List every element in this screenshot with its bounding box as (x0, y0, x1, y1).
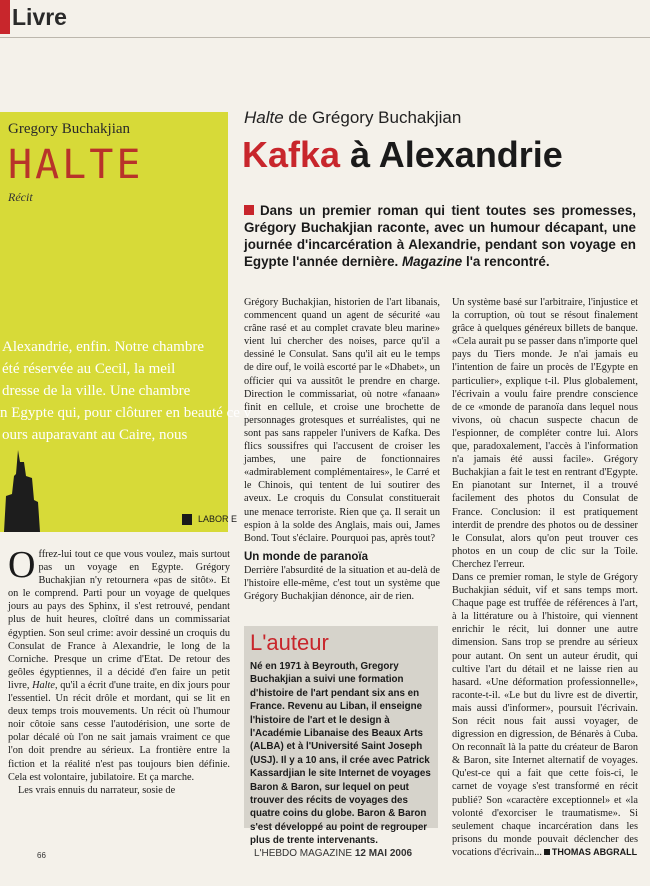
book-title-inline: Halte (32, 679, 55, 691)
section-tag (0, 0, 74, 34)
paragraph-text: ffrez-lui tout ce que vous voulez, mais surtout pas un voyage en Egypte. Grégory Buchakjian n'y retournera «pas de sitôt». Et on le comprend. Parti pour un voyage de quelques jours au pays des Sphinx, il s'est retrouvé, pendant plus de huit heures, cloîtré dans un commissariat égyptien. Son seul crime: avoir dessiné un croquis du Consulat de France à Alexandrie, le long de la Corniche. Presque un crime d'Etat. De retour des geôles égyptiennes, il a décidé d'en faire un petit livre, (8, 549, 230, 691)
paragraph (452, 571, 638, 859)
paragraph-text: , qu'il a écrit d'une traite, en dix jours pour l'essentiel. Un récit drôle et mordant, qui se lit en deux temps trois mouvements. Un récit où l'humour noir côtoie sans cesse l'autodérision, une sorte de polar décalé où l'on ne sait jamais vraiment ce que l'on doit prendre au sérieux. La frontière entre la fiction et la réalité n'est pas toujours bien définie. Cela est volontaire, jubilatoire. Et ça marche. (8, 679, 230, 783)
cover-genre: Récit (8, 190, 33, 204)
section-red-bar (0, 0, 10, 34)
article-headline (242, 134, 563, 176)
sidebar-body: Né en 1971 à Beyrouth, Gregory Buchakjian a suivi une formation d'histoire de l'art pendant six ans en France. Revenu au Liban, il enseigne l'histoire de l'art et le design à l'Académie Libanaise des Beaux Arts (ALBA) et à l'Université Saint Joseph (USJ). Il y a 10 ans, il crée avec Patrick Kassardjian le site Internet de voyages Baron & Baron, sur lequel on peut trouver des récits de voyages des quatre coins du globe. Baron & Baron s'est développé au point de regrouper plus de trente intervenants. (250, 661, 431, 847)
subheading: Un monde de paranoïa (244, 550, 368, 563)
paragraph (8, 544, 230, 784)
lead-text-end: l'a rencontré. (462, 254, 550, 269)
drop-cap: O (8, 544, 36, 586)
headline-rest: à Alexandrie (340, 134, 563, 175)
author-sidebar (244, 626, 438, 847)
signature: THOMAS ABGRALL (551, 846, 638, 857)
lead-text: Dans un premier roman qui tient toutes ses promesses, Grégory Buchakjian raconte, avec un humour décapant, une journée d'incarcération à Alexandrie, pendant son voyage en Egypte l'année dernière. (244, 203, 636, 269)
headline-red: Kafka (242, 134, 341, 175)
footer-magazine (254, 848, 412, 859)
lead-square-icon (244, 205, 254, 215)
cover-author: Gregory Buchakjian (8, 121, 131, 137)
cover-excerpt-line: n Egypte qui, pour clôturer en beauté ce v (0, 405, 252, 421)
column-2 (244, 296, 440, 603)
building-silhouette-icon (4, 450, 40, 532)
issue-date: 12 MAI 2006 (354, 848, 413, 859)
sidebar-title: L'auteur (250, 630, 329, 655)
magazine-name: L'HEBDO MAGAZINE (254, 848, 353, 859)
cover-publisher: LABOR E (198, 514, 238, 524)
paragraph-text: Dans ce premier roman, le style de Grégory Buchakjian séduit, vif et sans temps mort. Chaque page est truffée de références à l'art, à la littérature ou à l'histoire, qui viennent enrichir le récit, lui donner une autre dimension. Sans trop se prendre au sérieux pour autant. On sent un auteur érudit, qui cultive l'art du détail et ne laisse rien au hasard. «Une déformation professionnelle», raconte-t-il. «Le but du livre est de divertir, mais aussi d'informer», poursuit l'écrivain. Son récit nous fait aussi voyager, de digression en digression, de Bénarès à Cuba. On reconnaît là la patte du créateur de Baron & Baron, site Internet alternatif de voyages. Qu'est-ce qui a fait que cette fois-ci, le carnet de voyage s'est transformé en récit publié? Son «caractère exceptionnel» et «la volonté d'exorciser le traumatisme». Si seulement chaque incarcération dans les prisons du monde pouvait déclencher des vocations d'écrivain... (452, 571, 638, 858)
cover-excerpt-line: Alexandrie, enfin. Notre chambre (2, 339, 204, 355)
cover-excerpt-line: été réservée au Cecil, la meil (2, 361, 176, 377)
section-label: Livre (12, 4, 67, 30)
paragraph: Un système basé sur l'arbitraire, l'injustice et la corruption, où tout se résout finalement grâce à quelques généreux billets de banque. «Cela aurait pu se passer dans n'importe quel pays du Tiers monde. Je n'ai jamais eu l'intention de faire un procès de l'Egypte en particulier», explique t-il. Plus globalement, l'écrivain a voulu faire prendre conscience de ce «monde de paranoïa dans lequel nous vivons, où chacun suspecte chacun de l'espionner, de compléter contre lui. Alors que, paradoxalement, l'accès à l'information n'a jamais été aussi facile». Grégory Buchakjian a fait le test en rentrant d'Egypte. En pianotant sur Internet, il a trouvé facilement des photos du Consulat de France. Conclusion: il est pratiquement interdit de prendre des photos ou de dessiner le Consulat, alors qu'on peut trouver ces photos en un coup de clic sur la Toile. Cherchez l'erreur. (452, 297, 638, 570)
lead-magazine: Magazine (401, 254, 463, 269)
paragraph: Derrière l'absurdité de la situation et au-delà de l'histoire elle-même, c'est tout un système que Grégory Buchakjian dénonce, air de rien. (244, 564, 440, 603)
kicker-book-title: Halte (244, 108, 284, 127)
paragraph: Les vrais ennuis du narrateur, sosie de (18, 784, 176, 796)
cover-title: HALTE (8, 142, 144, 188)
column-3 (452, 296, 638, 859)
end-mark-icon (544, 849, 550, 855)
paragraph: Grégory Buchakjian, historien de l'art libanais, commencent quand un agent de sécurité «au crâne rasé et au complet cravate bleu marine» vient lui chercher des noises, parce qu'il a dessiné le Consulat. Sans qu'il ait eu le temps de dire ouf, le voilà escorté par le «Dhabet», un officier qui va aussitôt le prendre en charge. Direction le commissariat, où notre «fanaan» finit en cellule, et croise une brochette de personnages grotesques et surréalistes, qui ne sont pas sans rappeler l'univers de Kafka. Des flics soussifres qui l'accusent de croiser les jambes, une paire de fonctionnaires «admirablement complémentaires», le Carré et le Chinois, qui tentent de lui soutirer des aveux. Le croquis du Consulat constituerait une menace terroriste. Rien que ça. Il serait un espion à la solde des Anglais, mais oui, James Bond. Tout s'éclaire. Pourquoi pas, après tout? (244, 297, 440, 544)
cover-excerpt-line: ours auparavant au Caire, nous (2, 427, 188, 443)
page-number: 66 (37, 851, 46, 860)
book-cover-image (0, 112, 252, 532)
column-1 (8, 544, 230, 797)
cover-excerpt-line: dresse de la ville. Une chambre (2, 383, 191, 399)
article-kicker (244, 108, 461, 128)
publisher-logo-icon (182, 514, 192, 525)
article-lead (244, 202, 636, 270)
header-rule (0, 37, 650, 38)
kicker-author: de Grégory Buchakjian (283, 108, 462, 127)
